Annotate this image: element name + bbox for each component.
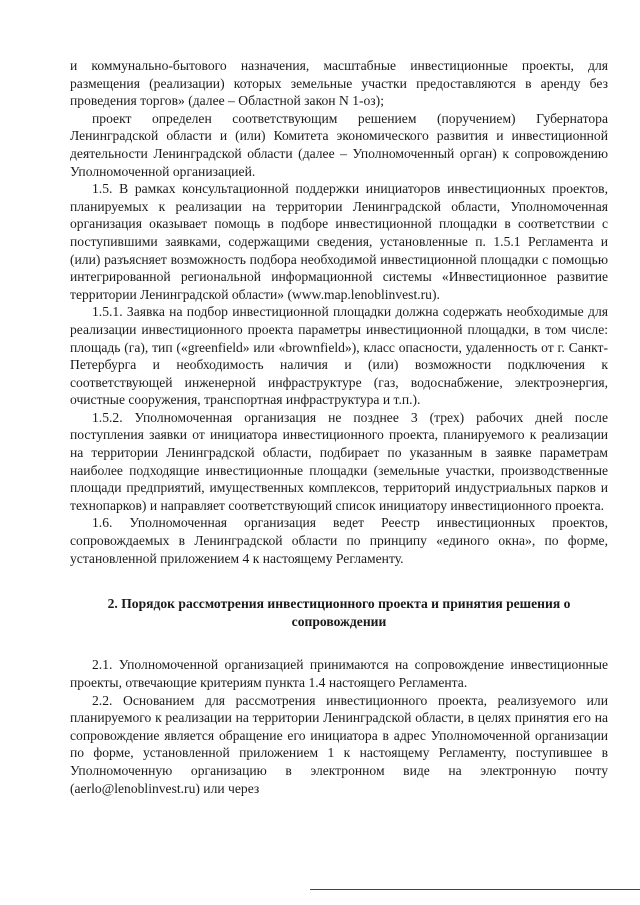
- section-2-heading: 2. Порядок рассмотрения инвестиционного проекта и принятия решения о сопровождении: [107, 596, 571, 629]
- page-bottom-rule: [310, 889, 640, 890]
- paragraph-p-1-5-2: 1.5.2. Уполномоченная организация не позднее 3 (трех) рабочих дней после поступления заявки от инициатора инвестиционного проекта, планируемого к реализации на территории Ленинградской области, подбирает по указанным в заявке параметрам наиболее подходящие инвестиционные площадки (земельные участки, производственные площади предприятий, имущественных комплексов, территорий индустриальных парков и технопарков) и направляет соответствующий список инициатору инвестиционного проекта.: [70, 409, 608, 513]
- document-page: [70, 57, 608, 797]
- paragraph-p-proekt: проект определен соответствующим решением (поручением) Губернатора Ленинградской области и (или) Комитета экономического развития и инвестиционной деятельности Ленинградской области (далее – Уполномоченный орган) к сопровождению Уполномоченной организацией.: [70, 110, 608, 179]
- paragraph-p-1-6: 1.6. Уполномоченная организация ведет Реестр инвестиционных проектов, сопровождаемых в Ленинградской области по принципу «единого окна», по форме, установленной приложением 4 к настоящему Регламенту.: [70, 515, 608, 566]
- section-1-continuation: [70, 57, 608, 567]
- paragraph-cont: и коммунально-бытового назначения, масштабные инвестиционные проекты, для размещения (реализации) которых земельные участки предоставляются в аренду без проведения торгов» (далее – Областной закон N 1-оз);: [70, 58, 608, 109]
- paragraph-p-1-5: 1.5. В рамках консультационной поддержки инициаторов инвестиционных проектов, планируемых к реализации на территории Ленинградской области, Уполномоченная организация оказывает помощь в подборе инвестиционной площадки в соответствии с поступившими заявками, содержащими сведения, установленные п. 1.5.1 Регламента и (или) разъясняет возможность подбора необходимой инвестиционной площадки с помощью интегрированной региональной информационной системы «Инвестиционное развитие территории Ленинградской области» (www.map.lenoblinvest.ru).: [70, 181, 608, 302]
- paragraph-p-2-1: 2.1. Уполномоченной организацией принимаются на сопровождение инвестиционные проекты, отвечающие критериям пункта 1.4 настоящего Регламента.: [70, 657, 608, 690]
- paragraph-p-2-2: 2.2. Основанием для рассмотрения инвестиционного проекта, реализуемого или планируемого к реализации на территории Ленинградской области, в целях принятия его на сопровождение является обращение его инициатора в адрес Уполномоченной организации по форме, установленной приложением 1 к настоящему Регламенту, поступившее в Уполномоченную организацию в электронном виде на электронную почту (aerlo@lenoblinvest.ru) или через: [70, 692, 608, 796]
- section-2-body: [70, 656, 608, 797]
- paragraph-p-1-5-1: 1.5.1. Заявка на подбор инвестиционной площадки должна содержать необходимые для реализации инвестиционного проекта параметры инвестиционной площадки, в том числе: площадь (га), тип («greenfield» или «brownfield»), класс опасности, удаленность от г. Санкт-Петербурга и необходимость наличия и (или) возможности подключения к соответствующей инженерной инфраструктуре (газ, водоснабжение, электроэнергия, очистные сооружения, транспортная инфраструктура и т.п.).: [70, 304, 608, 408]
